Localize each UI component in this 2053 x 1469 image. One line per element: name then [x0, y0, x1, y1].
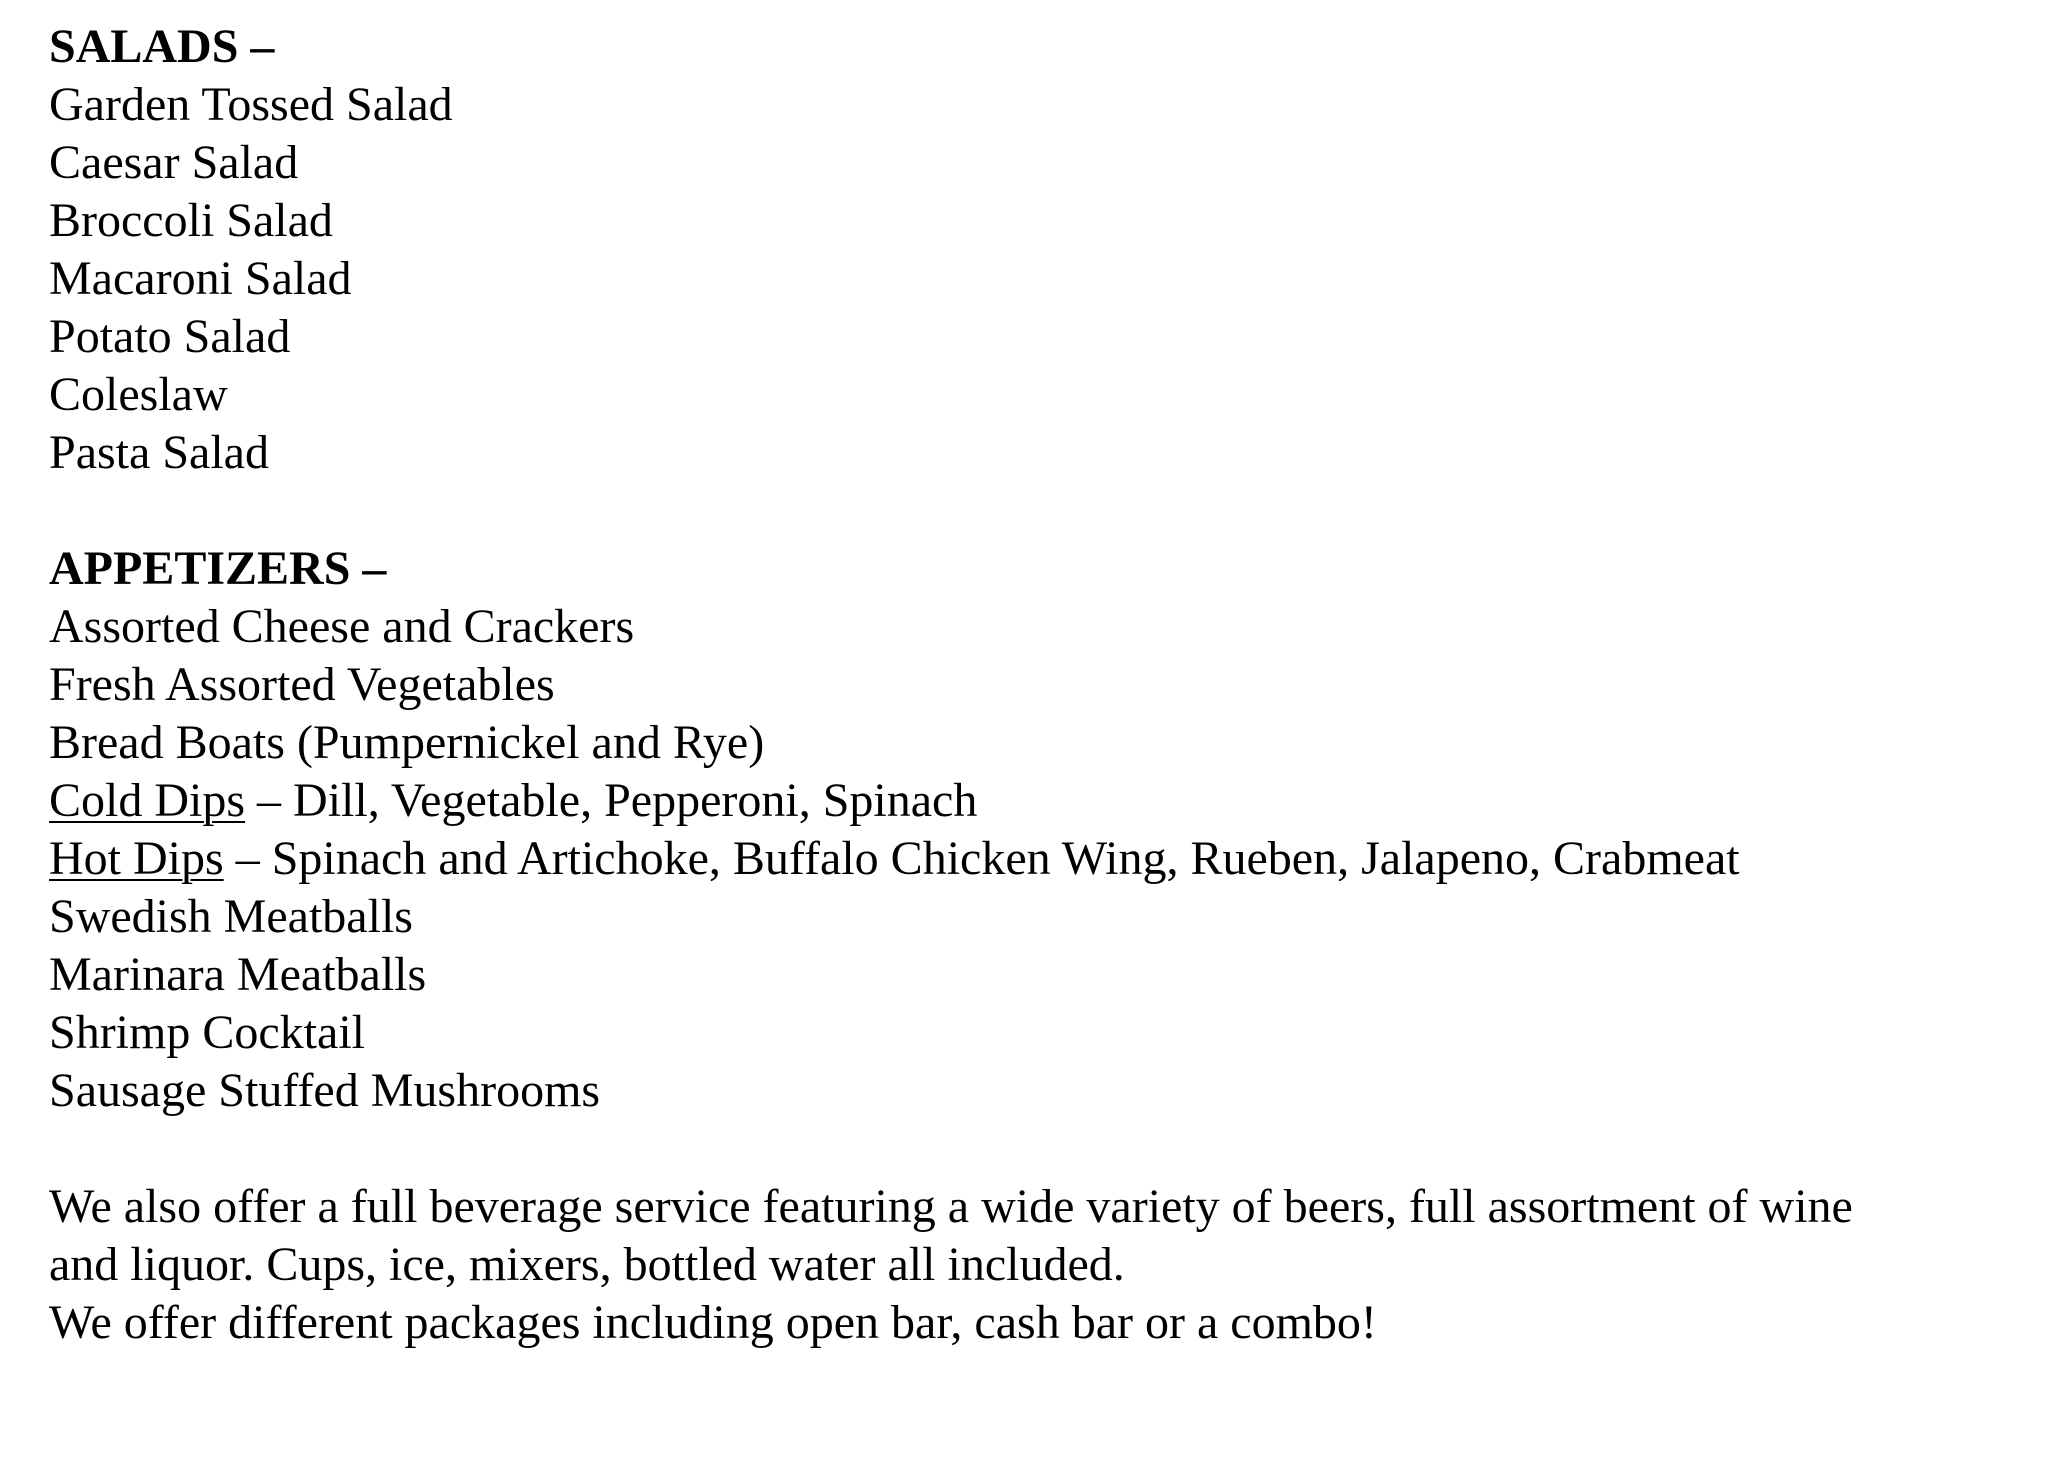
salad-item: Garden Tossed Salad — [49, 78, 453, 131]
beverage-line: and liquor. Cups, ice, mixers, bottled water all included. — [49, 1238, 1125, 1291]
menu-document — [49, 18, 2039, 1352]
section-spacer — [49, 482, 2039, 540]
appetizer-item: Sausage Stuffed Mushrooms — [49, 1064, 601, 1117]
appetizer-item: Bread Boats (Pumpernickel and Rye) — [49, 716, 765, 769]
salad-item: Coleslaw — [49, 368, 228, 421]
salad-item: Broccoli Salad — [49, 194, 333, 247]
appetizers-section — [49, 540, 2039, 1120]
beverage-paragraph — [49, 1178, 2039, 1352]
hot-dips-label: Hot Dips — [49, 832, 224, 885]
beverage-line: We offer different packages including open bar, cash bar or a combo! — [49, 1296, 1377, 1349]
appetizers-heading: APPETIZERS – — [49, 542, 387, 595]
cold-dips-label: Cold Dips — [49, 774, 246, 827]
beverage-line: We also offer a full beverage service featuring a wide variety of beers, full assortment of wine — [49, 1180, 1853, 1233]
salad-item: Pasta Salad — [49, 426, 269, 479]
appetizer-item: Shrimp Cocktail — [49, 1006, 365, 1059]
cold-dips-item — [49, 772, 2039, 830]
appetizer-item: Swedish Meatballs — [49, 890, 413, 943]
salads-heading: SALADS – — [49, 20, 275, 73]
appetizer-item: Marinara Meatballs — [49, 948, 427, 1001]
salad-item: Potato Salad — [49, 310, 291, 363]
appetizer-item: Assorted Cheese and Crackers — [49, 600, 635, 653]
salads-section — [49, 18, 2039, 482]
appetizer-item: Fresh Assorted Vegetables — [49, 658, 555, 711]
hot-dips-text: – Spinach and Artichoke, Buffalo Chicken Wing, Rueben, Jalapeno, Crabmeat — [223, 832, 1740, 885]
section-spacer — [49, 1120, 2039, 1178]
cold-dips-text: – Dill, Vegetable, Pepperoni, Spinach — [245, 774, 978, 827]
hot-dips-item — [49, 830, 2039, 888]
salad-item: Macaroni Salad — [49, 252, 352, 305]
salad-item: Caesar Salad — [49, 136, 299, 189]
